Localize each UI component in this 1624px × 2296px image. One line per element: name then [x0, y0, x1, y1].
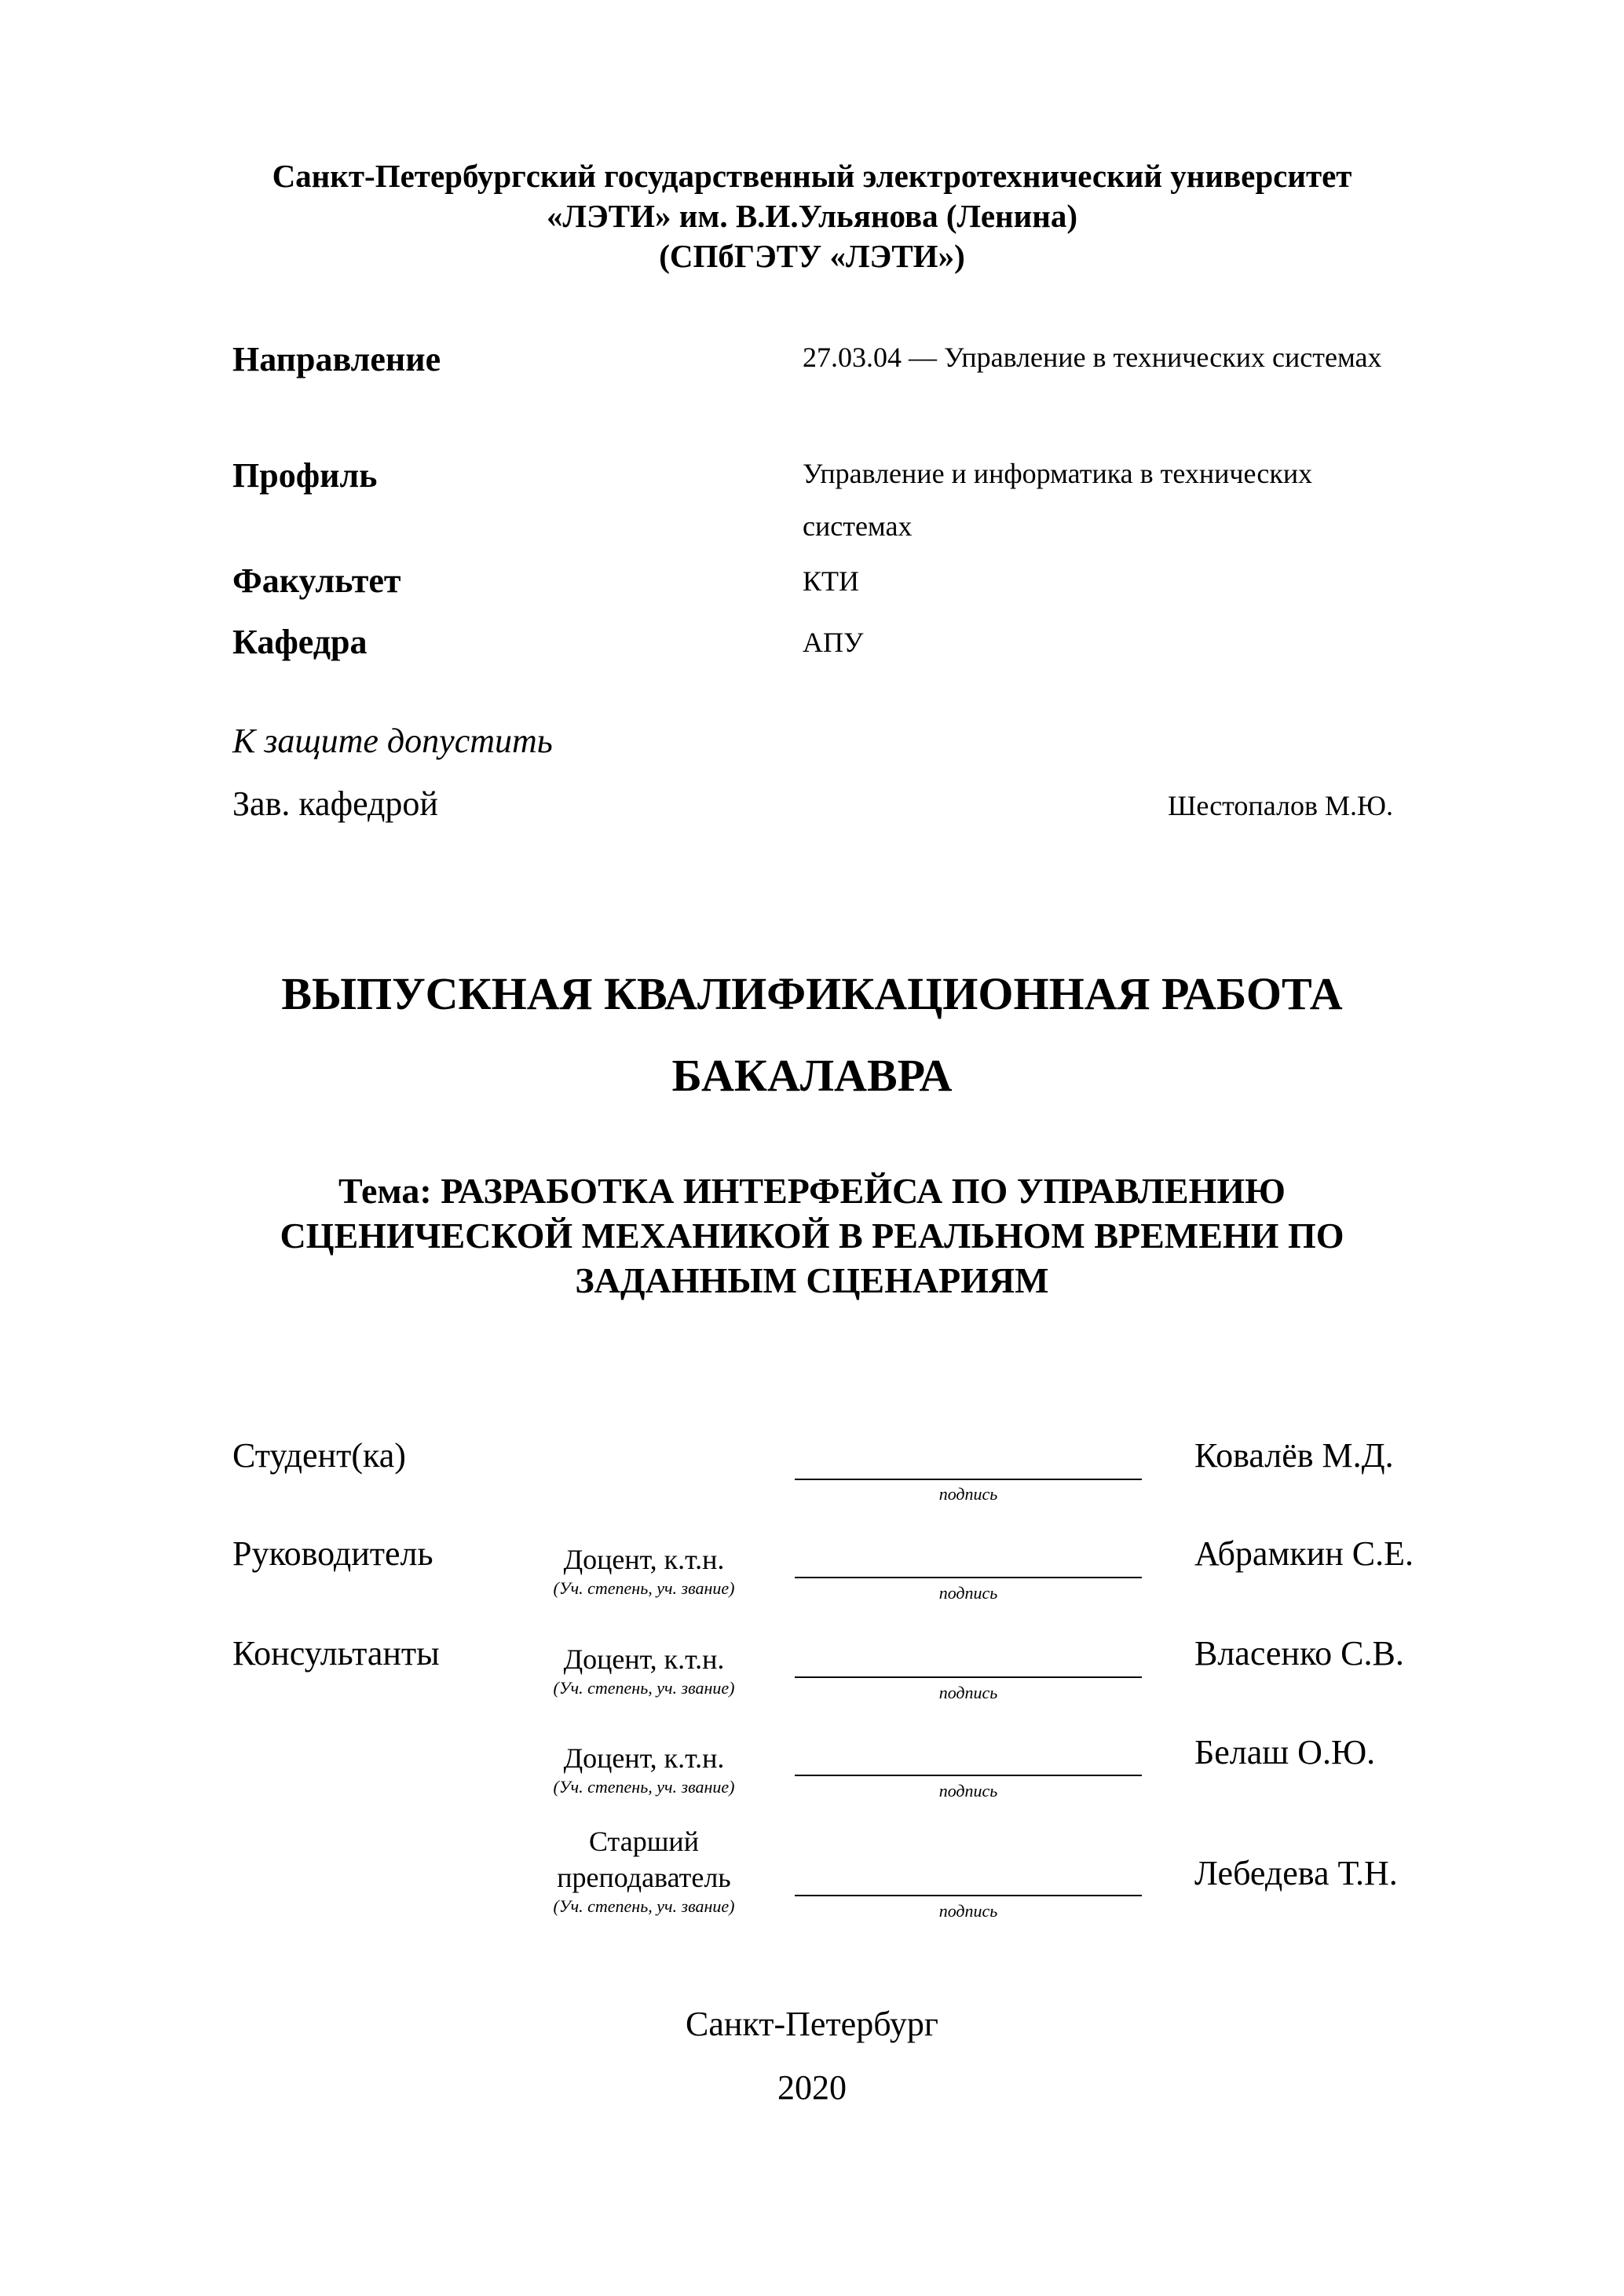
profile-label: Профиль — [232, 456, 378, 495]
university-name-line2: «ЛЭТИ» им. В.И.Ульянова (Ленина) — [546, 198, 1078, 234]
direction-label: Направление — [232, 340, 441, 378]
profile-value-line1: Управление и информатика в технических — [803, 458, 1313, 489]
department-value: АПУ — [803, 627, 864, 658]
faculty-value: КТИ — [803, 565, 859, 597]
supervisor-signature-line — [795, 1577, 1142, 1578]
consultant3-degree-line2: преподаватель — [557, 1862, 731, 1893]
consultant3-name: Лебедева Т.Н. — [1194, 1854, 1398, 1892]
student-role: Студент(ка) — [232, 1436, 406, 1475]
university-abbr: (СПбГЭТУ «ЛЭТИ») — [659, 238, 965, 274]
student-name: Ковалёв М.Д. — [1194, 1436, 1394, 1475]
supervisor-name: Абрамкин С.Е. — [1194, 1534, 1414, 1573]
head-of-department-name: Шестопалов М.Ю. — [1168, 790, 1393, 821]
topic-line3: ЗАДАННЫМ СЦЕНАРИЯМ — [575, 1260, 1049, 1300]
work-title-line2: БАКАЛАВРА — [671, 1050, 953, 1101]
supervisor-degree-hint: (Уч. степень, уч. звание) — [553, 1578, 735, 1598]
supervisor-role: Руководитель — [232, 1534, 433, 1573]
supervisor-degree: Доцент, к.т.н. — [563, 1544, 725, 1575]
topic-line1: Тема: РАЗРАБОТКА ИНТЕРФЕЙСА ПО УПРАВЛЕНИЮ — [338, 1171, 1286, 1211]
faculty-label: Факультет — [232, 561, 401, 600]
profile-value-line2: системах — [803, 510, 913, 542]
admit-to-defense: К защите допустить — [232, 722, 553, 760]
university-name-line1: Санкт-Петербургский государственный электротехнический университет — [272, 158, 1352, 194]
consultant3-signature-line — [795, 1895, 1142, 1896]
footer-city: Санкт-Петербург — [686, 2005, 938, 2043]
supervisor-signature-hint: подпись — [938, 1583, 998, 1603]
department-label: Кафедра — [232, 623, 368, 661]
consultant2-signature-hint: подпись — [938, 1781, 998, 1801]
consultant2-degree: Доцент, к.т.н. — [563, 1742, 725, 1774]
consultant2-signature-line — [795, 1775, 1142, 1776]
topic-line2: СЦЕНИЧЕСКОЙ МЕХАНИКОЙ В РЕАЛЬНОМ ВРЕМЕНИ ПО — [280, 1216, 1344, 1256]
head-of-department-label: Зав. кафедрой — [232, 784, 438, 823]
consultant2-degree-hint: (Уч. степень, уч. звание) — [553, 1777, 735, 1797]
direction-value: 27.03.04 — Управление в технических системах — [803, 342, 1382, 373]
consultants-role: Консультанты — [232, 1634, 440, 1673]
consultant1-degree-hint: (Уч. степень, уч. звание) — [553, 1678, 735, 1698]
consultant1-signature-hint: подпись — [938, 1683, 998, 1702]
consultant1-signature-line — [795, 1676, 1142, 1678]
consultant3-degree-hint: (Уч. степень, уч. звание) — [553, 1896, 735, 1916]
consultant3-degree-line1: Старший — [589, 1826, 699, 1857]
footer-year: 2020 — [777, 2068, 847, 2107]
student-signature-line — [795, 1479, 1142, 1480]
consultant3-signature-hint: подпись — [938, 1901, 998, 1921]
consultant1-degree: Доцент, к.т.н. — [563, 1643, 725, 1675]
work-title-line1: ВЫПУСКНАЯ КВАЛИФИКАЦИОННАЯ РАБОТА — [281, 968, 1343, 1019]
student-signature-hint: подпись — [938, 1484, 998, 1504]
consultant1-name: Власенко С.В. — [1194, 1634, 1404, 1673]
consultant2-name: Белаш О.Ю. — [1194, 1733, 1376, 1771]
